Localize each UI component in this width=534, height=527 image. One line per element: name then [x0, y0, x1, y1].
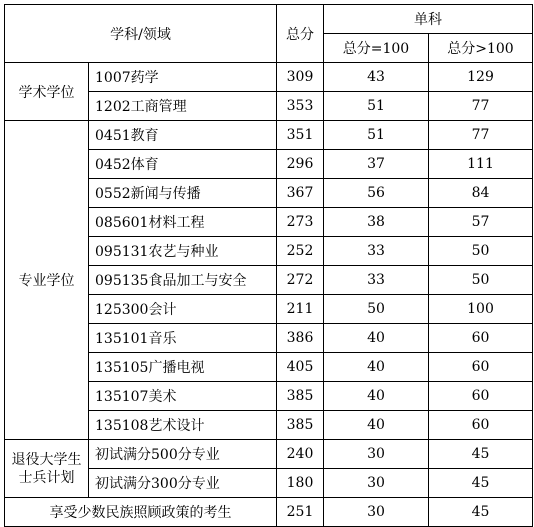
s100plus-cell: 60	[429, 324, 533, 353]
s100plus-cell: 45	[429, 498, 533, 527]
total-cell: 405	[277, 353, 324, 382]
s100plus-cell: 111	[429, 150, 533, 179]
s100plus-cell: 45	[429, 440, 533, 469]
s100-cell: 43	[324, 63, 429, 92]
total-cell: 240	[277, 440, 324, 469]
s100-cell: 40	[324, 411, 429, 440]
header-single-eq100: 总分=100	[324, 34, 429, 63]
s100-cell: 40	[324, 382, 429, 411]
total-cell: 351	[277, 121, 324, 150]
group-professional: 专业学位	[5, 121, 89, 440]
s100plus-cell: 57	[429, 208, 533, 237]
s100-cell: 33	[324, 237, 429, 266]
subject-cell: 135108艺术设计	[89, 411, 277, 440]
subject-cell: 初试满分300分专业	[89, 469, 277, 498]
s100-cell: 50	[324, 295, 429, 324]
total-cell: 296	[277, 150, 324, 179]
table-row	[5, 440, 533, 469]
table-row	[5, 63, 533, 92]
subject-cell: 0451教育	[89, 121, 277, 150]
header-single: 单科	[324, 5, 533, 34]
subject-cell: 085601材料工程	[89, 208, 277, 237]
header-field: 学科/领域	[5, 5, 277, 63]
total-cell: 180	[277, 469, 324, 498]
s100plus-cell: 60	[429, 382, 533, 411]
subject-cell: 1007药学	[89, 63, 277, 92]
total-cell: 251	[277, 498, 324, 527]
s100plus-cell: 129	[429, 63, 533, 92]
s100-cell: 38	[324, 208, 429, 237]
total-cell: 211	[277, 295, 324, 324]
s100plus-cell: 84	[429, 179, 533, 208]
header-total: 总分	[277, 5, 324, 63]
total-cell: 309	[277, 63, 324, 92]
s100plus-cell: 60	[429, 411, 533, 440]
group-academic: 学术学位	[5, 63, 89, 121]
s100plus-cell: 100	[429, 295, 533, 324]
total-cell: 273	[277, 208, 324, 237]
total-cell: 353	[277, 92, 324, 121]
subject-cell: 1202工商管理	[89, 92, 277, 121]
total-cell: 272	[277, 266, 324, 295]
total-cell: 386	[277, 324, 324, 353]
total-cell: 385	[277, 411, 324, 440]
header-single-gt100: 总分>100	[429, 34, 533, 63]
subject-cell: 0552新闻与传播	[89, 179, 277, 208]
s100plus-cell: 50	[429, 237, 533, 266]
s100-cell: 30	[324, 498, 429, 527]
subject-cell: 初试满分500分专业	[89, 440, 277, 469]
subject-cell: 135107美术	[89, 382, 277, 411]
s100-cell: 33	[324, 266, 429, 295]
s100plus-cell: 45	[429, 469, 533, 498]
total-cell: 385	[277, 382, 324, 411]
s100-cell: 30	[324, 469, 429, 498]
group-veteran: 退役大学生士兵计划	[5, 440, 89, 498]
subject-cell: 095131农艺与种业	[89, 237, 277, 266]
table-row	[5, 498, 533, 527]
s100-cell: 40	[324, 324, 429, 353]
subject-cell: 125300会计	[89, 295, 277, 324]
group-minority: 享受少数民族照顾政策的考生	[5, 498, 277, 527]
s100-cell: 30	[324, 440, 429, 469]
s100plus-cell: 77	[429, 121, 533, 150]
score-table	[4, 4, 533, 527]
s100plus-cell: 77	[429, 92, 533, 121]
s100-cell: 37	[324, 150, 429, 179]
subject-cell: 135105广播电视	[89, 353, 277, 382]
s100-cell: 40	[324, 353, 429, 382]
subject-cell: 135101音乐	[89, 324, 277, 353]
subject-cell: 095135食品加工与安全	[89, 266, 277, 295]
s100-cell: 56	[324, 179, 429, 208]
total-cell: 252	[277, 237, 324, 266]
header-row	[5, 5, 533, 34]
s100plus-cell: 50	[429, 266, 533, 295]
subject-cell: 0452体育	[89, 150, 277, 179]
total-cell: 367	[277, 179, 324, 208]
s100-cell: 51	[324, 121, 429, 150]
table-row	[5, 121, 533, 150]
s100plus-cell: 60	[429, 353, 533, 382]
s100-cell: 51	[324, 92, 429, 121]
